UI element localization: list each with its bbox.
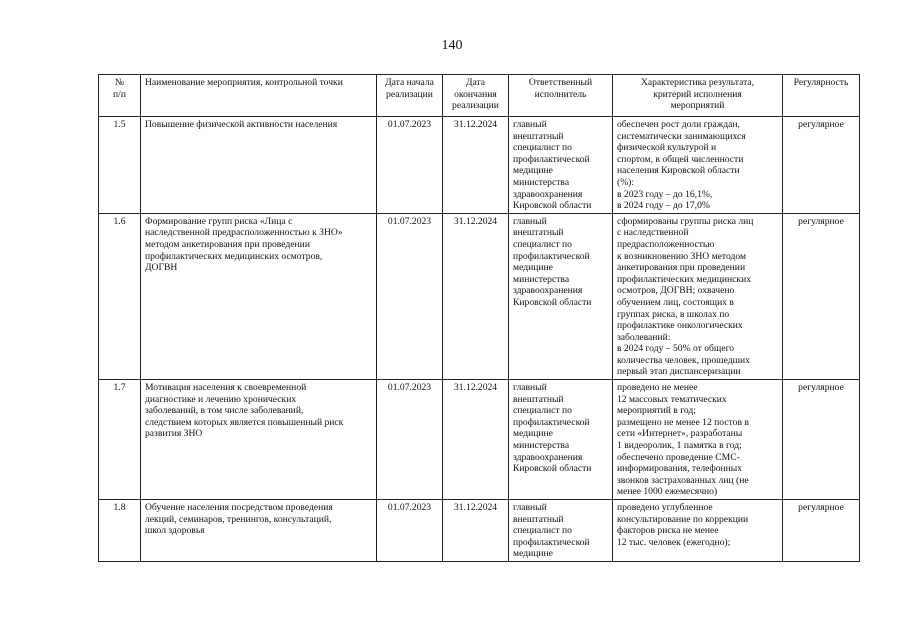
header-name: Наименование мероприятия, контрольной точки: [141, 75, 377, 117]
row-num: 1.5: [99, 117, 141, 214]
row-start-date: 01.07.2023: [377, 380, 443, 500]
header-end: Дата окончания реализации: [443, 75, 509, 117]
row-result: проведено не менее 12 массовых тематических мероприятий в год; размещено не менее 12 постов в сети «Интернет», разработаны 1 видеоролик, 1 памятка в год; обеспечено проведение СМС- информирования, телефонных звонков застрахованных лиц (не менее 1000 ежемесячно): [613, 380, 783, 500]
row-start-date: 01.07.2023: [377, 500, 443, 562]
row-responsible: главный внештатный специалист по профилактической медицине министерства здравоохранения Кировской области: [509, 213, 613, 379]
row-end-date: 31.12.2024: [443, 500, 509, 562]
row-end-date: 31.12.2024: [443, 380, 509, 500]
header-num: № п/п: [99, 75, 141, 117]
row-regularity: регулярное: [783, 213, 860, 379]
row-regularity: регулярное: [783, 500, 860, 562]
row-end-date: 31.12.2024: [443, 213, 509, 379]
header-responsible: Ответственный исполнитель: [509, 75, 613, 117]
header-result: Характеристика результата, критерий исполнения мероприятий: [613, 75, 783, 117]
row-name: Обучение населения посредством проведения лекций, семинаров, тренингов, консультаций, школ здоровья: [141, 500, 377, 562]
row-name: Мотивация населения к своевременной диагностике и лечению хронических заболеваний, в том числе заболеваний, следствием которых является повышенный риск развития ЗНО: [141, 380, 377, 500]
row-responsible: главный внештатный специалист по профилактической медицине министерства здравоохранения Кировской области: [509, 117, 613, 214]
row-regularity: регулярное: [783, 117, 860, 214]
row-num: 1.8: [99, 500, 141, 562]
table-row: [99, 380, 860, 500]
row-end-date: 31.12.2024: [443, 117, 509, 214]
row-result: обеспечен рост доли граждан, систематически занимающихся физической культурой и спортом, в общей численности населения Кировской области (%): в 2023 году – до 16,1%, в 2024 году – до 17,0%: [613, 117, 783, 214]
measures-table: [98, 74, 860, 562]
row-start-date: 01.07.2023: [377, 213, 443, 379]
row-responsible: главный внештатный специалист по профилактической медицине: [509, 500, 613, 562]
table-row: [99, 117, 860, 214]
row-start-date: 01.07.2023: [377, 117, 443, 214]
row-regularity: регулярное: [783, 380, 860, 500]
row-responsible: главный внештатный специалист по профилактической медицине министерства здравоохранения Кировской области: [509, 380, 613, 500]
page-number: 140: [441, 38, 463, 53]
table-header-row: [99, 75, 860, 117]
row-name: Повышение физической активности населения: [141, 117, 377, 214]
row-result: сформированы группы риска лиц с наследственной предрасположенностью к возникновению ЗНО методом анкетирования при проведении профилактических медицинских осмотров, ДОГВН; охвачено обучением лиц, состоящих в группах риска, в школах по профилактике онкологических заболеваний: в 2024 году – 50% от общего количества человек, прошедших первый этап диспансеризации: [613, 213, 783, 379]
header-start: Дата начала реализации: [377, 75, 443, 117]
row-name: Формирование групп риска «Лица с наследственной предрасположенностью к ЗНО» методом анкетирования при проведении профилактических медицинских осмотров, ДОГВН: [141, 213, 377, 379]
header-regularity: Регулярность: [783, 75, 860, 117]
table-row: [99, 213, 860, 379]
row-num: 1.6: [99, 213, 141, 379]
table-row: [99, 500, 860, 562]
row-result: проведено углубленное консультирование по коррекции факторов риска не менее 12 тыс. человек (ежегодно);: [613, 500, 783, 562]
row-num: 1.7: [99, 380, 141, 500]
